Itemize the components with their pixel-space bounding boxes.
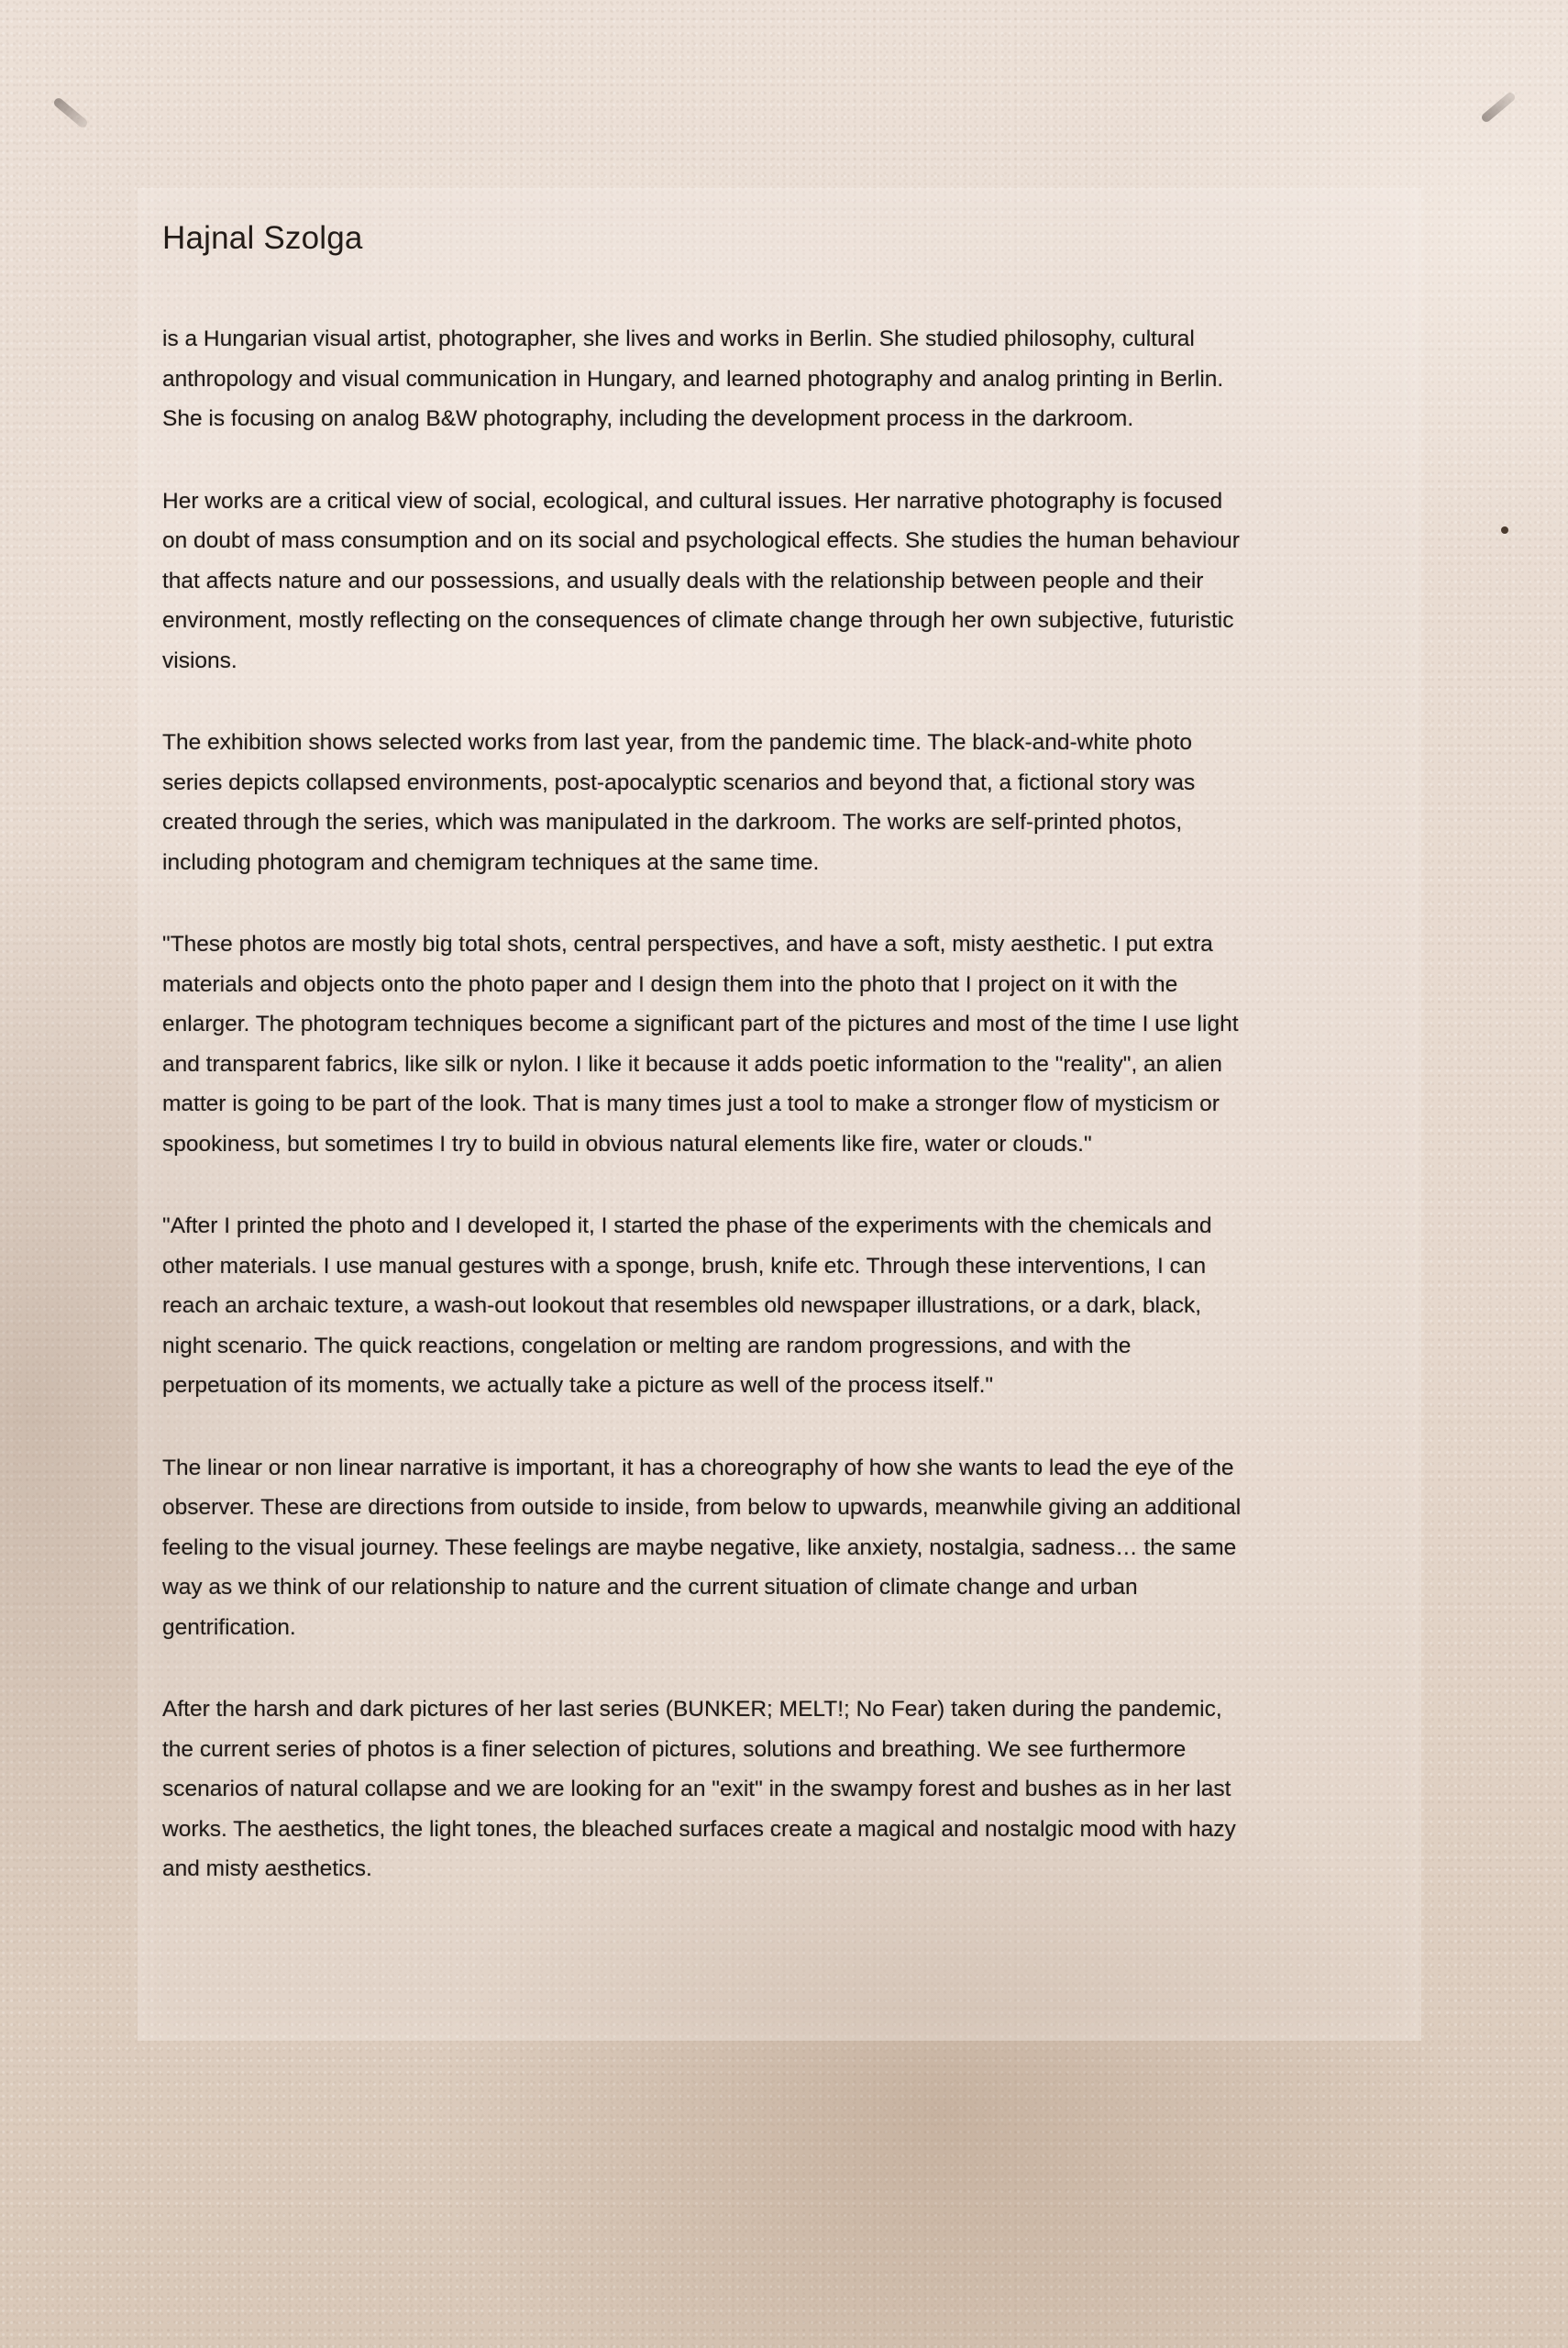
paragraph-exhibition xyxy=(162,723,1391,882)
pin-top-left xyxy=(52,96,89,129)
text-line: and transparent fabrics, like silk or nylon. I like it because it adds poetic information to the "reality", an alien xyxy=(162,1051,1222,1077)
text-line: visions. xyxy=(162,648,237,673)
text-line: including photogram and chemigram techniques at the same time. xyxy=(162,849,820,875)
text-line: observer. These are directions from outside to inside, from below to upwards, meanwhile giving an additional xyxy=(162,1495,1242,1520)
text-line: spookiness, but sometimes I try to build in obvious natural elements like fire, water or clouds." xyxy=(162,1131,1092,1157)
text-line: The exhibition shows selected works from last year, from the pandemic time. The black-and-white photo xyxy=(162,730,1192,755)
text-line: on doubt of mass consumption and on its social and psychological effects. She studies the human behaviour xyxy=(162,528,1240,553)
text-line: series depicts collapsed environments, post-apocalyptic scenarios and beyond that, a fictional story was xyxy=(162,770,1196,795)
pin-top-right xyxy=(1480,91,1517,124)
paragraph-quote-chemigram xyxy=(162,1206,1391,1406)
text-line: that affects nature and our possessions, and usually deals with the relationship between people and their xyxy=(162,568,1204,593)
text-line: other materials. I use manual gestures with a sponge, brush, knife etc. Through these interventions, I can xyxy=(162,1253,1207,1279)
paragraph-intro xyxy=(162,319,1391,439)
paragraph-works xyxy=(162,482,1391,681)
text-line: the current series of photos is a finer selection of pictures, solutions and breathing. We see furthermore xyxy=(162,1736,1187,1762)
text-line: and misty aesthetics. xyxy=(162,1856,372,1881)
text-line: is a Hungarian visual artist, photographer, she lives and works in Berlin. She studied philosophy, cultural xyxy=(162,327,1195,351)
text-line: Her works are a critical view of social, ecological, and cultural issues. Her narrative photography is focused xyxy=(162,488,1223,514)
text-line: created through the series, which was manipulated in the darkroom. The works are self-printed photos, xyxy=(162,810,1183,835)
text-line: After the harsh and dark pictures of her last series (BUNKER; MELT!; No Fear) taken during the pandemic, xyxy=(162,1697,1222,1722)
placard-title: Hajnal Szolga xyxy=(162,220,363,256)
text-line: anthropology and visual communication in Hungary, and learned photography and analog printing in Berlin. xyxy=(162,366,1224,392)
text-line: environment, mostly reflecting on the consequences of climate change through her own subjective, futuristic xyxy=(162,608,1234,633)
text-line: materials and objects onto the photo paper and I design them into the photo that I project on it with the xyxy=(162,971,1178,997)
text-line: "These photos are mostly big total shots, central perspectives, and have a soft, misty aesthetic. I put extra xyxy=(162,932,1213,957)
wall-speck xyxy=(1501,526,1508,534)
placard-body xyxy=(162,319,1391,1932)
text-line: perpetuation of its moments, we actually take a picture as well of the process itself." xyxy=(162,1373,994,1398)
paragraph-quote-photogram xyxy=(162,925,1391,1164)
text-line: works. The aesthetics, the light tones, the bleached surfaces create a magical and nostalgic mood with hazy xyxy=(162,1816,1236,1842)
text-line: night scenario. The quick reactions, congelation or melting are random progressions, and with the xyxy=(162,1333,1132,1358)
text-line: feeling to the visual journey. These feelings are maybe negative, like anxiety, nostalgia, sadness… the same xyxy=(162,1534,1237,1560)
text-line: gentrification. xyxy=(162,1614,296,1640)
text-line: She is focusing on analog B&W photography, including the development process in the darkroom. xyxy=(162,406,1134,431)
text-line: "After I printed the photo and I developed it, I started the phase of the experiments with the chemicals and xyxy=(162,1213,1212,1238)
text-line: way as we think of our relationship to nature and the current situation of climate change and urban xyxy=(162,1575,1138,1600)
text-line: The linear or non linear narrative is important, it has a choreography of how she wants to lead the eye of the xyxy=(162,1455,1234,1480)
text-line: matter is going to be part of the look. That is many times just a tool to make a stronger flow of mysticism or xyxy=(162,1091,1220,1116)
text-line: scenarios of natural collapse and we are looking for an "exit" in the swampy forest and bushes as in her last xyxy=(162,1777,1231,1801)
paragraph-current-series xyxy=(162,1689,1391,1889)
text-line: reach an archaic texture, a wash-out lookout that resembles old newspaper illustrations, or a dark, black, xyxy=(162,1293,1202,1318)
paragraph-narrative xyxy=(162,1448,1391,1648)
text-line: enlarger. The photogram techniques become a significant part of the pictures and most of the time I use light xyxy=(162,1012,1239,1036)
